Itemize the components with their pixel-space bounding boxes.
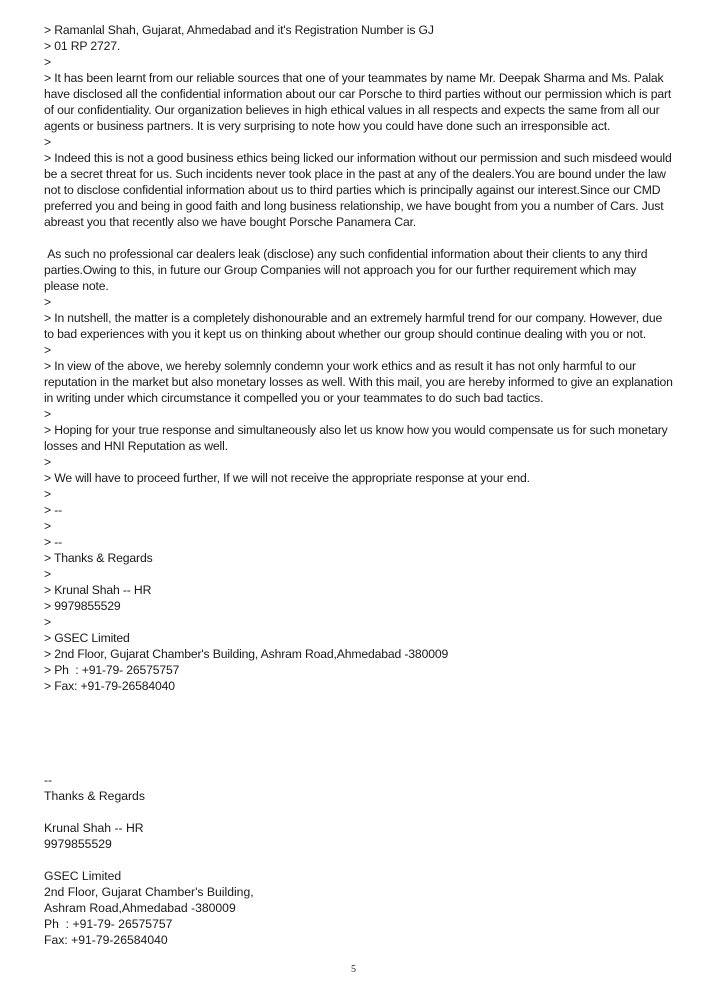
paragraph-proceed: > We will have to proceed further, If we will not receive the appropriate response at your end. [44, 471, 530, 485]
signature-address-line-2: Ashram Road,Ahmedabad -380009 [44, 901, 236, 915]
paragraph-professional-dealers: As such no professional car dealers leak (disclose) any such confidential information about their clients to any third parties.Owing to this, in future our Group Companies will not approach you for our further requirement which may please note. [44, 247, 651, 293]
quoted-separator: > [44, 455, 51, 469]
signature-fax: Fax: +91-79-26584040 [44, 933, 168, 947]
quoted-line: > [44, 567, 51, 581]
quoted-closing: > Thanks & Regards [44, 551, 153, 565]
signature-dashes: -- [44, 773, 53, 787]
quoted-line: > [44, 519, 51, 533]
paragraph-compensate: > Hoping for your true response and simultaneously also let us know how you would compensate us for such monetary losses and HNI Reputation as well. [44, 423, 671, 453]
quoted-line: > -- [44, 503, 63, 517]
paragraph-disclosure: > It has been learnt from our reliable sources that one of your teammates by name Mr. Deepak Sharma and Ms. Palak have disclosed all the confidential information about our car Porsche to third parties without our permission which is part of our confidentiality. Our organization believes in high ethical values in all respects and expects the same from all our agents or business partners. It is very surprising to note how you could have done such an irresponsible act. [44, 71, 675, 133]
blank-line [44, 230, 674, 246]
quoted-line: > [44, 55, 51, 69]
page-number: 5 [351, 964, 356, 975]
quoted-line: > -- [44, 535, 63, 549]
quoted-sender-name: > Krunal Shah -- HR [44, 583, 152, 597]
quoted-fax: > Fax: +91-79-26584040 [44, 679, 175, 693]
paragraph-business-ethics: > Indeed this is not a good business ethics being licked our information without our permission and such misdeed would be a secret threat for us. Such incidents never took place in the past at any of the dealers.You are bound under the law not to disclose confidential information about us to third parties which is principally against our interest.Since our CMD preferred you and being in good faith and long business relationship, we have bought from you a number of Cars. Just abreast you that recently also we have bought Porsche Panamera Car. [44, 151, 675, 229]
blank-line [44, 804, 254, 820]
quoted-separator: > [44, 407, 51, 421]
signature-ph: Ph : +91-79- 26575757 [44, 917, 173, 931]
quoted-line: > [44, 615, 51, 629]
paragraph-condemn: > In view of the above, we hereby solemnly condemn your work ethics and as result it has not only harmful to our reputation in the market but also monetary losses as well. With this mail, you are hereby informed to give an explanation in writing under which circumstance it compelled you or your teammates to do such bad tactics. [44, 359, 677, 405]
signature-company: GSEC Limited [44, 869, 122, 883]
email-signature [44, 772, 254, 948]
quoted-separator: > [44, 295, 51, 309]
signature-closing: Thanks & Regards [44, 789, 145, 803]
quoted-line: > [44, 487, 51, 501]
paragraph-nutshell: > In nutshell, the matter is a completely dishonourable and an extremely harmful trend for our company. However, due to bad experiences with you it kept us on thinking about whether our group should continue dealing with you or not. [44, 311, 666, 341]
quoted-line: > Ramanlal Shah, Gujarat, Ahmedabad and it's Registration Number is GJ [44, 23, 434, 37]
quoted-company: > GSEC Limited [44, 631, 130, 645]
quoted-sender-phone: > 9979855529 [44, 599, 121, 613]
quoted-separator: > [44, 135, 51, 149]
quoted-address: > 2nd Floor, Gujarat Chamber's Building, Ashram Road,Ahmedabad -380009 [44, 647, 449, 661]
quoted-line: > 01 RP 2727. [44, 39, 121, 53]
quoted-phone: > Ph : +91-79- 26575757 [44, 663, 180, 677]
signature-name: Krunal Shah -- HR [44, 821, 144, 835]
blank-line [44, 852, 254, 868]
quoted-separator: > [44, 343, 51, 357]
signature-phone: 9979855529 [44, 837, 112, 851]
email-quoted-body [44, 22, 677, 694]
signature-address-line-1: 2nd Floor, Gujarat Chamber's Building, [44, 885, 254, 899]
